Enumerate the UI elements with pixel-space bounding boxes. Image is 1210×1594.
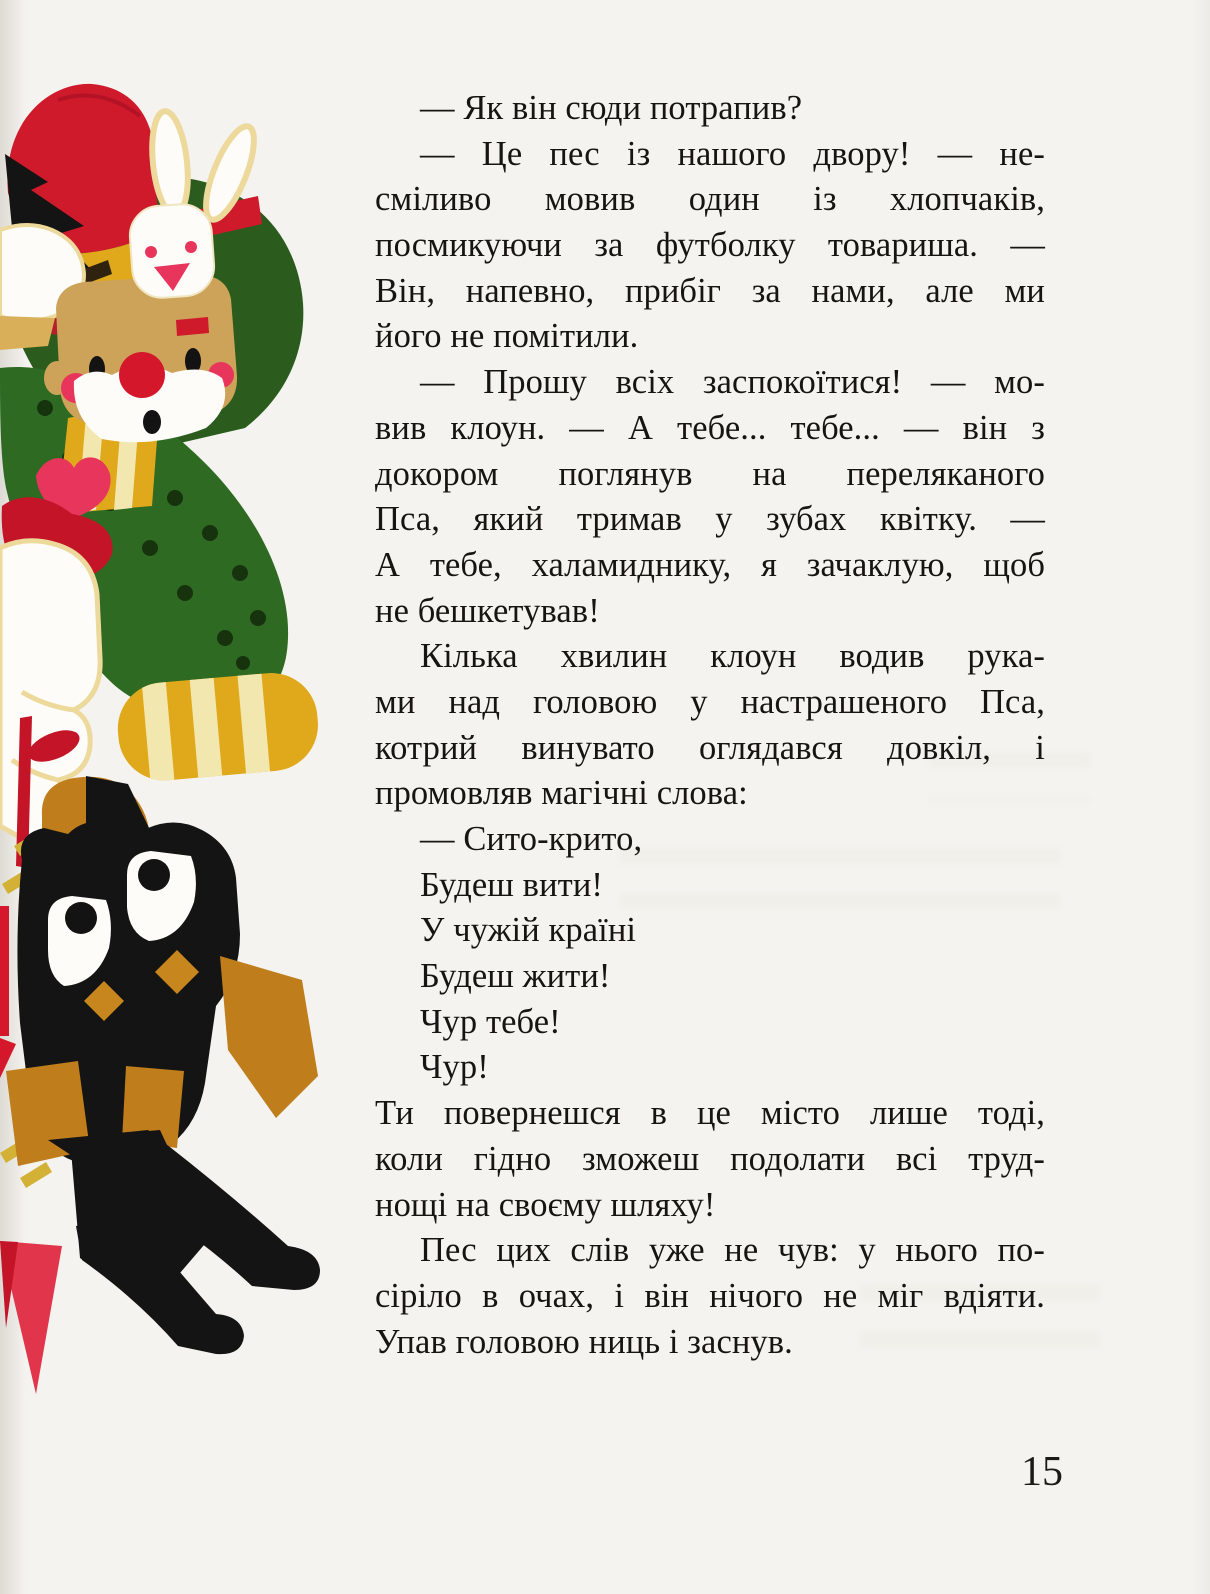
story-line: котрий винувато оглядався довкіл, і [375,728,1045,767]
story-line: вив клоун. — А тебе... тебе... — він з [375,408,1045,447]
story-line: сміливо мовив один із хлопчаків, [375,180,1045,219]
story-line: коли гідно зможеш подолати всі труд- [375,1139,1045,1178]
story-line: Пса, який тримав у зубах квітку. — [375,500,1045,539]
story-line: Будеш вити! [420,865,603,904]
story-line: не бешкетував! [375,591,600,630]
story-line: докором поглянув на переляканого [375,454,1045,493]
illustration-clown-and-dog [0,78,330,1398]
story-line: ми над головою у настрашеного Пса, [375,682,1045,721]
rabbit-eye-left [145,246,157,258]
story-line: Він, напевно, прибіг за нами, але ми [375,271,1045,310]
story-line: Чур тебе! [420,1002,561,1041]
red-triangle [0,1241,62,1394]
dog-ear [220,956,318,1118]
story-line: — Це пес із нашого двору! — не- [420,134,1045,173]
story-line: Будеш жити! [420,957,611,996]
rabbit-eye-right [185,241,197,253]
story-line: — Як він сюди потрапив? [420,89,803,127]
story-line: Упав головою ниць і заснув. [375,1322,793,1361]
story-line: промовляв магічні слова: [375,774,748,813]
story-line: Ти повернешся в це місто лише тоді, [375,1094,1045,1133]
story-line: посмикуючи за футболку товариша. — [375,226,1045,265]
clown-mouth [143,410,161,434]
story-line: Чур! [420,1048,489,1087]
left-red-strip [0,906,16,1078]
story-line: — Сито-крито, [420,820,643,858]
clown-nose [119,352,165,398]
story-line: його не помітили. [375,317,639,356]
dog-pupil-left [65,902,97,934]
page-number: 15 [1021,1449,1063,1495]
story-line: Кілька хвилин клоун водив рука- [420,637,1045,676]
clown-eyebrow [176,317,209,336]
story-line: Пес цих слів уже не чув: у нього по- [420,1231,1045,1270]
story-line: сіріло в очах, і він нічого не міг вдіяти. [375,1276,1045,1315]
story-line: нощі на своєму шляху! [375,1185,716,1224]
story-text [375,86,1045,1365]
story-line: А тебе, халамиднику, я зачаклую, щоб [375,545,1045,584]
story-line: — Прошу всіх заспокоїтися! — мо- [420,363,1045,402]
story-line: У чужій країні [420,911,637,950]
dog-pupil-right [138,859,170,891]
